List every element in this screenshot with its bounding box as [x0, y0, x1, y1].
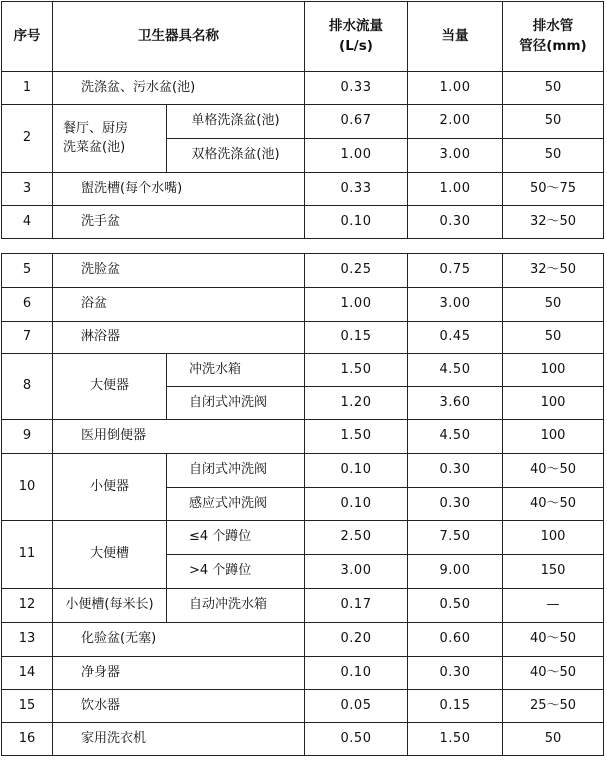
cell-equiv: 4.50 [408, 354, 503, 387]
cell-diameter: 50 [503, 322, 604, 354]
cell-equiv: 3.00 [408, 139, 503, 173]
cell-diameter: 100 [503, 387, 604, 420]
cell-diameter: 100 [503, 420, 604, 454]
cell-subname: 自闭式冲洗阀 [167, 387, 305, 420]
cell-name-group: 小便器 [53, 454, 167, 521]
cell-equiv: 0.60 [408, 623, 503, 657]
cell-no: 5 [2, 254, 53, 288]
cell-equiv: 3.00 [408, 288, 503, 322]
cell-name-group: 大便槽 [53, 521, 167, 589]
cell-equiv: 0.75 [408, 254, 503, 288]
table-header-row [2, 2, 604, 72]
cell-subname: 冲洗水箱 [167, 354, 305, 387]
header-equivalent: 当量 [408, 2, 503, 72]
cell-diameter: 40～50 [503, 623, 604, 657]
cell-diameter: 40～50 [503, 454, 604, 488]
cell-subname: 感应式冲洗阀 [167, 488, 305, 521]
cell-flow: 0.33 [305, 72, 408, 105]
table-row [2, 589, 604, 623]
cell-name: 净身器 [53, 657, 305, 690]
cell-no: 16 [2, 723, 53, 756]
cell-no: 6 [2, 288, 53, 322]
cell-equiv: 0.15 [408, 690, 503, 723]
cell-name: 小便槽(每米长) [53, 589, 167, 623]
cell-equiv: 1.00 [408, 173, 503, 206]
cell-diameter: 150 [503, 555, 604, 589]
header-no: 序号 [2, 2, 53, 72]
cell-flow: 1.00 [305, 288, 408, 322]
cell-equiv: 3.60 [408, 387, 503, 420]
drainage-table-part-1 [1, 1, 604, 239]
cell-name: 洗涤盆、污水盆(池) [53, 72, 305, 105]
drainage-table-part-2 [1, 253, 604, 756]
cell-equiv: 4.50 [408, 420, 503, 454]
cell-diameter: 50 [503, 723, 604, 756]
cell-flow: 0.25 [305, 254, 408, 288]
cell-equiv: 0.30 [408, 206, 503, 239]
cell-no: 8 [2, 354, 53, 420]
table-row [2, 521, 604, 555]
table-row [2, 206, 604, 239]
cell-subname: 自动冲洗水箱 [167, 589, 305, 623]
table-row [2, 254, 604, 288]
cell-flow: 1.20 [305, 387, 408, 420]
cell-flow: 0.17 [305, 589, 408, 623]
cell-equiv: 1.00 [408, 72, 503, 105]
header-diameter [503, 2, 604, 72]
cell-subname: ≤4 个蹲位 [167, 521, 305, 555]
cell-flow: 1.50 [305, 354, 408, 387]
cell-diameter: 25～50 [503, 690, 604, 723]
cell-flow: 0.50 [305, 723, 408, 756]
cell-flow: 0.33 [305, 173, 408, 206]
cell-no: 9 [2, 420, 53, 454]
table-row [2, 420, 604, 454]
cell-no: 3 [2, 173, 53, 206]
cell-name-line2: 洗菜盆(池) [63, 139, 126, 155]
cell-diameter: 40～50 [503, 488, 604, 521]
cell-no: 4 [2, 206, 53, 239]
cell-flow: 0.67 [305, 105, 408, 139]
cell-equiv: 0.50 [408, 589, 503, 623]
cell-no: 2 [2, 105, 53, 173]
table-row [2, 623, 604, 657]
cell-subname: 自闭式冲洗阀 [167, 454, 305, 488]
cell-equiv: 1.50 [408, 723, 503, 756]
cell-name: 浴盆 [53, 288, 305, 322]
cell-name-line1: 餐厅、厨房 [63, 120, 129, 136]
table-row [2, 173, 604, 206]
cell-equiv: 0.30 [408, 488, 503, 521]
cell-diameter: 40～50 [503, 657, 604, 690]
cell-name: 洗手盆 [53, 206, 305, 239]
cell-diameter: 50 [503, 72, 604, 105]
table-row [2, 723, 604, 756]
header-diameter-line2: 管径(mm) [519, 37, 587, 54]
cell-flow: 0.20 [305, 623, 408, 657]
cell-no: 15 [2, 690, 53, 723]
cell-flow: 2.50 [305, 521, 408, 555]
cell-subname: >4 个蹲位 [167, 555, 305, 589]
table-row [2, 354, 604, 387]
cell-flow: 0.15 [305, 322, 408, 354]
table-row [2, 72, 604, 105]
header-flow-line1: 排水流量 [329, 17, 383, 34]
cell-diameter: 50 [503, 139, 604, 173]
cell-name: 洗脸盆 [53, 254, 305, 288]
cell-name-group: 大便器 [53, 354, 167, 420]
table-row [2, 322, 604, 354]
cell-equiv: 0.30 [408, 657, 503, 690]
cell-diameter: 50 [503, 105, 604, 139]
header-flow [305, 2, 408, 72]
cell-flow: 3.00 [305, 555, 408, 589]
cell-flow: 1.50 [305, 420, 408, 454]
cell-flow: 1.00 [305, 139, 408, 173]
table-row [2, 690, 604, 723]
cell-diameter: 100 [503, 354, 604, 387]
cell-flow: 0.10 [305, 454, 408, 488]
cell-name: 家用洗衣机 [53, 723, 305, 756]
header-flow-line2: (L/s) [339, 37, 373, 54]
cell-name-group [53, 105, 167, 173]
cell-no: 11 [2, 521, 53, 589]
cell-subname: 单格洗涤盆(池) [167, 105, 305, 139]
header-diameter-line1: 排水管 [532, 17, 574, 34]
cell-no: 10 [2, 454, 53, 521]
cell-flow: 0.10 [305, 657, 408, 690]
table-row [2, 288, 604, 322]
cell-flow: 0.10 [305, 206, 408, 239]
cell-diameter: 100 [503, 521, 604, 555]
table-row [2, 105, 604, 139]
cell-diameter: — [503, 589, 604, 623]
cell-equiv: 0.30 [408, 454, 503, 488]
cell-name: 淋浴器 [53, 322, 305, 354]
cell-name: 饮水器 [53, 690, 305, 723]
cell-equiv: 2.00 [408, 105, 503, 139]
cell-no: 12 [2, 589, 53, 623]
cell-name: 化验盆(无塞) [53, 623, 305, 657]
cell-diameter: 50～75 [503, 173, 604, 206]
table-row [2, 454, 604, 488]
cell-equiv: 0.45 [408, 322, 503, 354]
cell-name: 医用倒便器 [53, 420, 305, 454]
cell-diameter: 50 [503, 288, 604, 322]
cell-equiv: 7.50 [408, 521, 503, 555]
cell-diameter: 32～50 [503, 254, 604, 288]
table-row [2, 657, 604, 690]
cell-diameter: 32～50 [503, 206, 604, 239]
cell-no: 14 [2, 657, 53, 690]
cell-flow: 0.05 [305, 690, 408, 723]
cell-subname: 双格洗涤盆(池) [167, 139, 305, 173]
cell-flow: 0.10 [305, 488, 408, 521]
cell-no: 13 [2, 623, 53, 657]
cell-name: 盥洗槽(每个水嘴) [53, 173, 305, 206]
cell-no: 1 [2, 72, 53, 105]
header-fixture-name: 卫生器具名称 [53, 2, 305, 72]
cell-equiv: 9.00 [408, 555, 503, 589]
cell-no: 7 [2, 322, 53, 354]
